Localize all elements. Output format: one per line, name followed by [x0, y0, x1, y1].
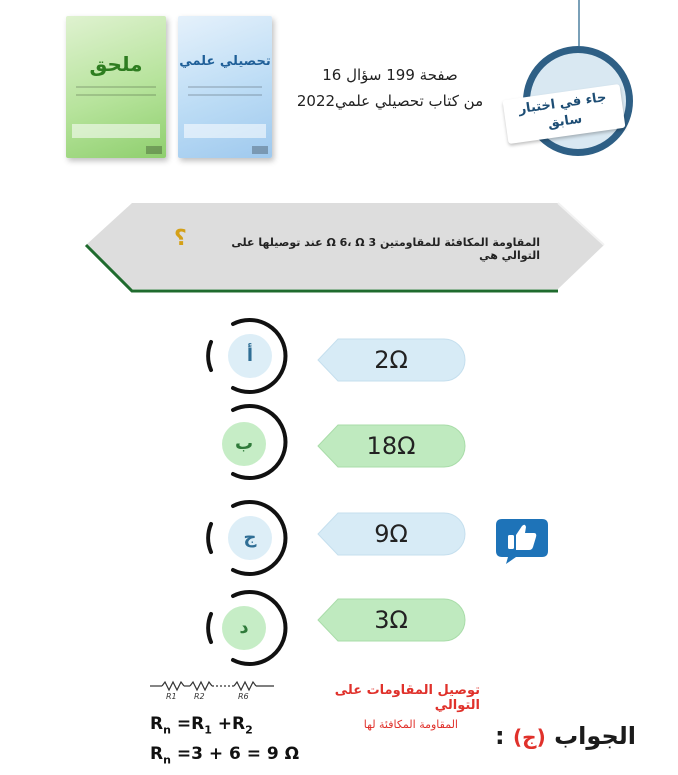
resistor-label-1: R1 — [166, 692, 177, 701]
formula-symbol: R — [150, 714, 164, 734]
explanation-title: توصيل المقاومات على التوالي — [334, 683, 480, 713]
explanation-subtitle: المقاومة المكافئة لها — [363, 718, 458, 731]
option-c-letter[interactable]: ج — [228, 516, 272, 560]
option-b-button[interactable] — [316, 424, 466, 468]
book-title: تحصيلي علمي — [179, 54, 271, 69]
option-a-letter[interactable]: أ — [228, 334, 272, 378]
reference-line-2: من كتاب تحصيلي علمي2022 — [296, 92, 484, 110]
book-cover-tahsili — [178, 16, 272, 158]
book-band — [72, 124, 160, 138]
badge-line-2: سابق — [547, 111, 584, 132]
formula-subscript: n — [163, 723, 171, 737]
book-cover-mulhaq — [66, 16, 166, 158]
book-title: ملحق — [89, 52, 143, 76]
option-c-button[interactable] — [316, 512, 466, 556]
reference-line-1: صفحة 199 سؤال 16 — [322, 66, 458, 84]
tag-string — [578, 0, 580, 46]
thumbs-up-icon — [494, 515, 550, 565]
badge-line-1: جاء في اختبار — [517, 90, 608, 118]
answer-label: الجواب — [554, 722, 636, 750]
option-d-letter[interactable]: د — [222, 606, 266, 650]
formula-line-1 — [150, 714, 253, 736]
formula-symbol: R — [150, 744, 164, 764]
book-band — [184, 124, 266, 138]
formula-subscript: 2 — [245, 723, 253, 737]
option-b-letter[interactable]: ب — [222, 422, 266, 466]
question-mark-icon: ؟ — [174, 226, 187, 251]
answer-colon: : — [495, 722, 505, 750]
divider — [188, 94, 262, 96]
formula-subscript: n — [163, 753, 171, 767]
answer-letter-value: ج — [522, 725, 537, 749]
answer-line — [456, 722, 636, 750]
answer-letter: (ج) — [513, 725, 546, 749]
formula-line-2 — [150, 744, 299, 766]
resistor-label-2: R2 — [194, 692, 205, 701]
book-logo — [252, 146, 268, 154]
formula-text: =R — [170, 714, 205, 734]
option-d-value: 3Ω — [374, 606, 408, 634]
option-a-value: 2Ω — [374, 346, 408, 374]
option-b-value: 18Ω — [366, 432, 416, 460]
book-logo — [146, 146, 162, 154]
divider — [188, 86, 262, 88]
formula-subscript: 1 — [204, 723, 212, 737]
option-a-button[interactable] — [316, 338, 466, 382]
divider — [76, 86, 156, 88]
formula-text: =3 + 6 = 9 Ω — [170, 744, 300, 764]
resistor-label-3: R6 — [238, 692, 249, 701]
option-d-button[interactable] — [316, 598, 466, 642]
divider — [76, 94, 156, 96]
formula-text: +R — [211, 714, 246, 734]
question-text: المقاومة المكافئة للمقاومتين Ω 6، Ω 3 عند توصيلها على التوالي هي — [231, 236, 540, 262]
option-c-value: 9Ω — [374, 520, 408, 548]
